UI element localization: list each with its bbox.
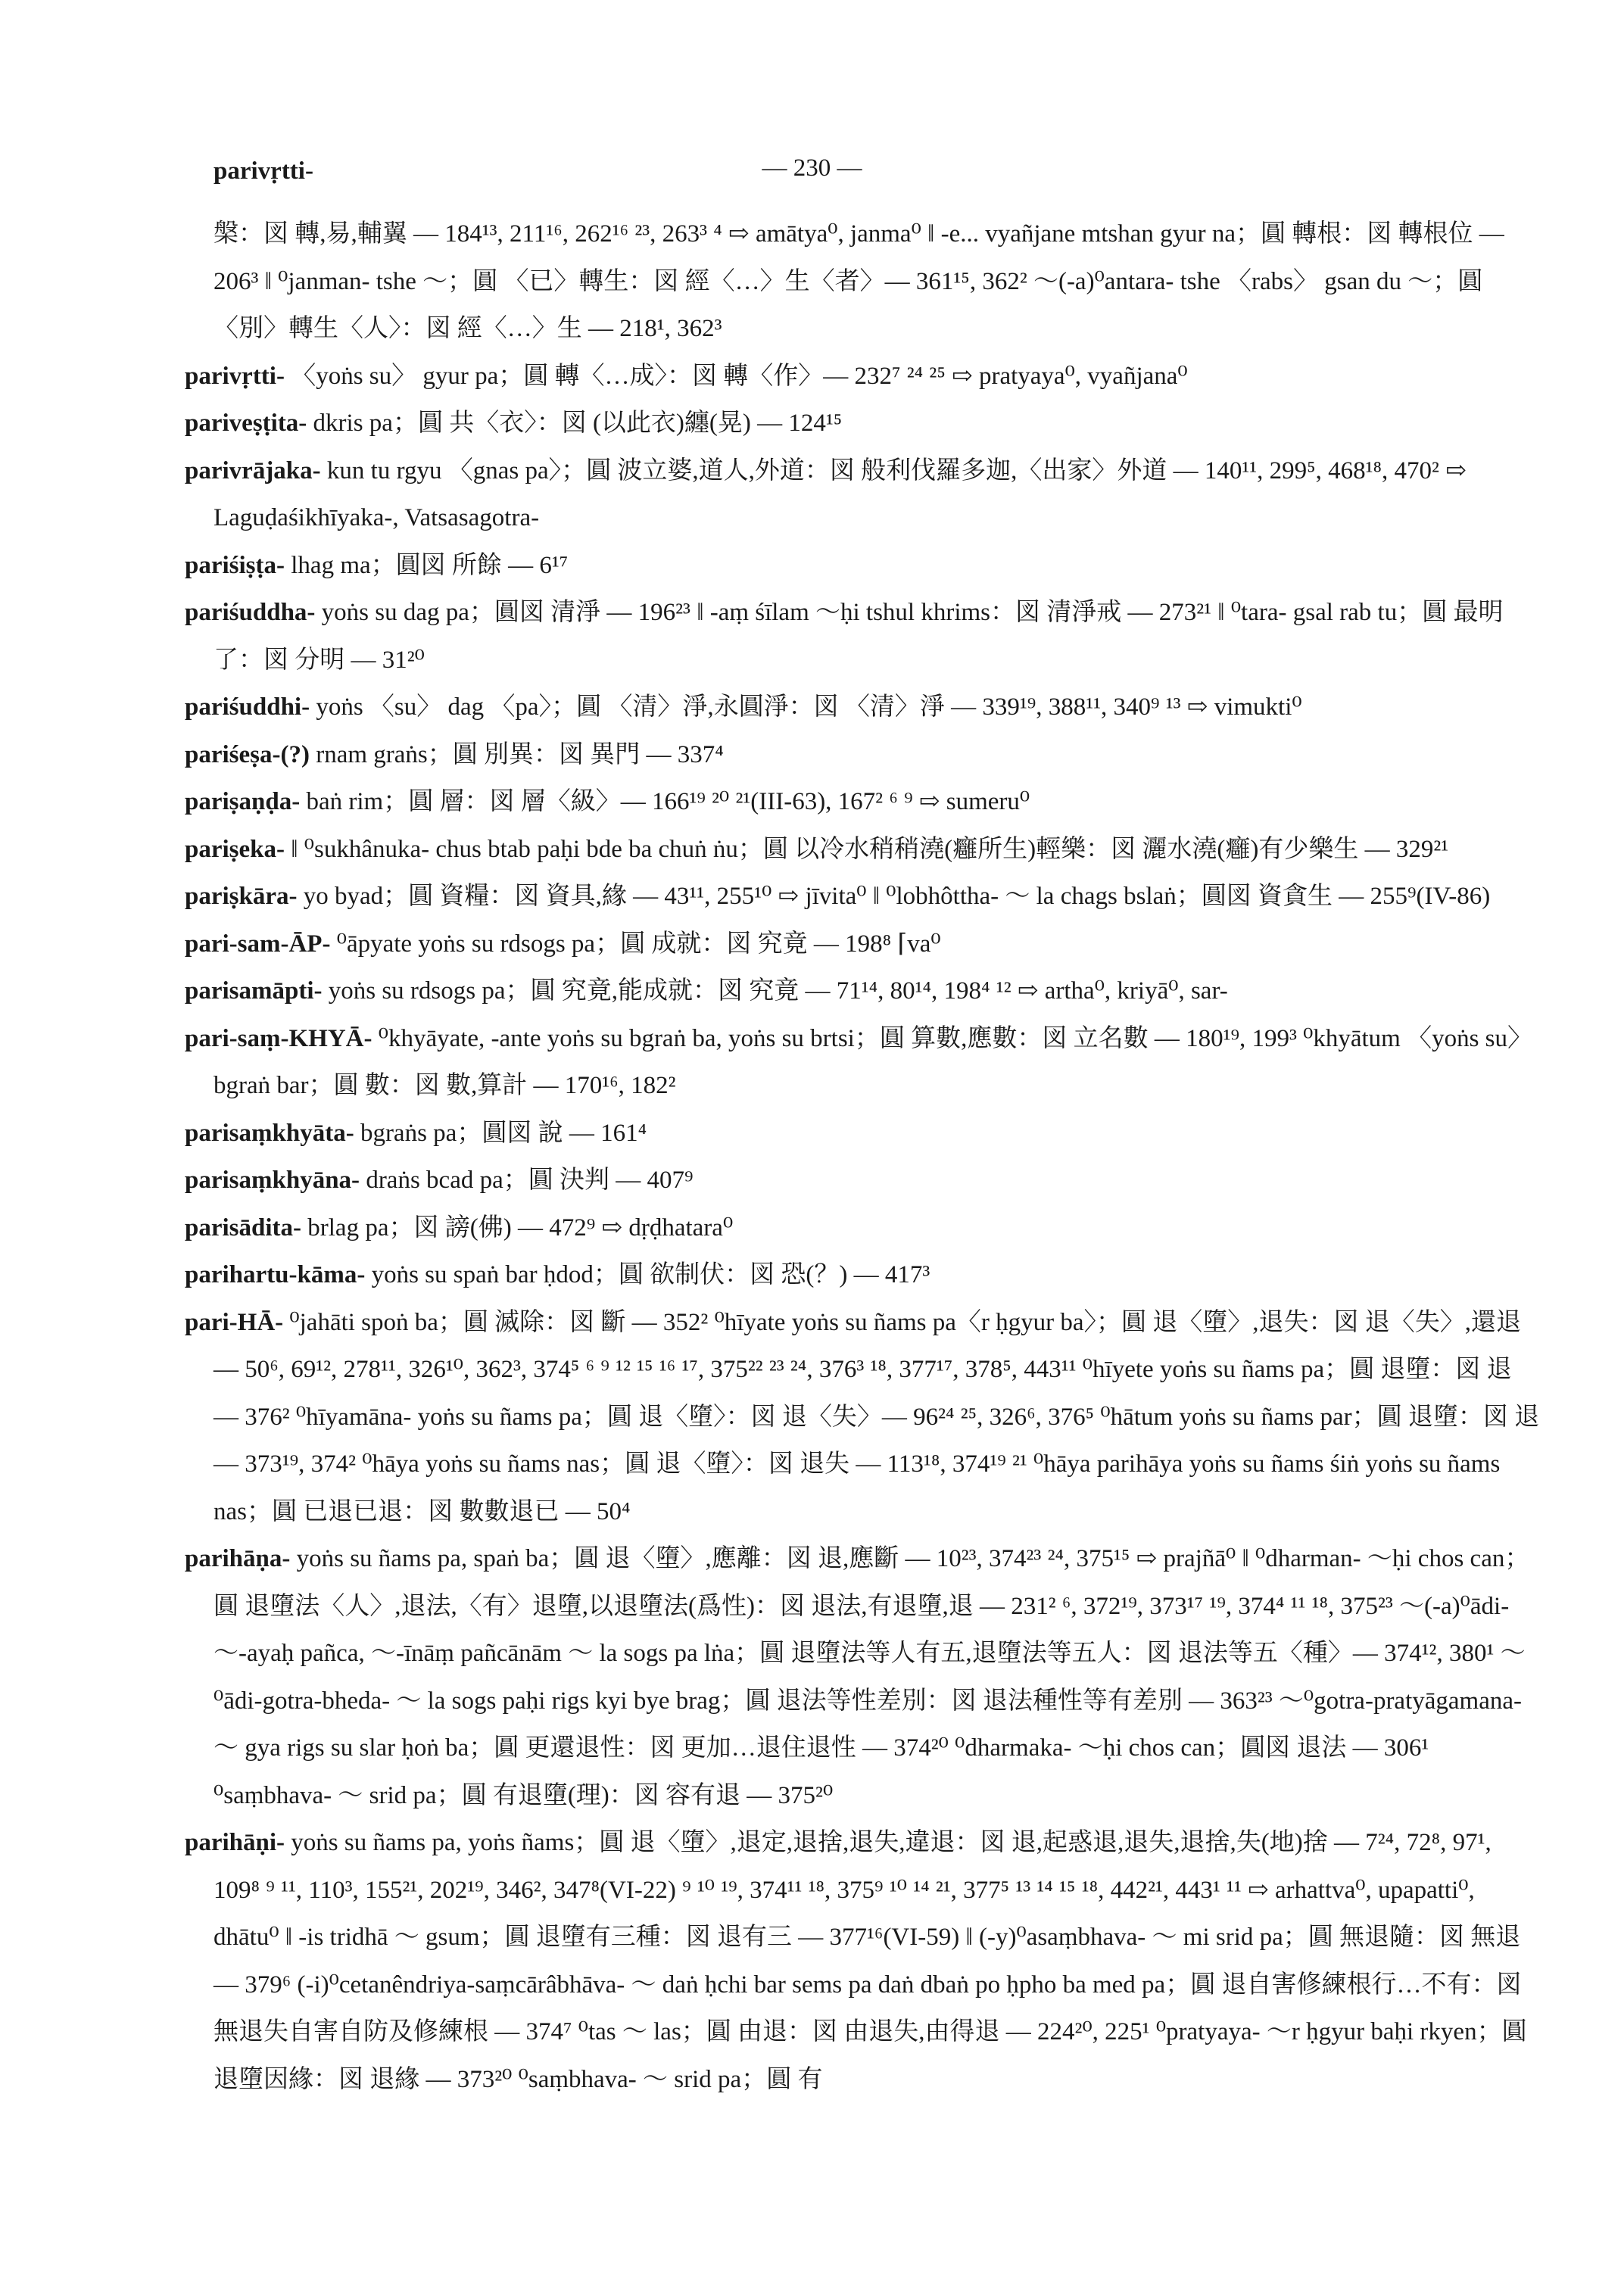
entry-body: yoṅs 〈su〉 dag 〈pa〉；圓 〈清〉淨,永圓淨：図 〈清〉淨 — 339¹⁹, 388¹¹, 340⁹ ¹³ ⇨ vimukti⁰ <box>316 693 1302 721</box>
entry-headword: parihāṇa- <box>185 1545 291 1572</box>
dictionary-entry <box>185 1204 1540 1252</box>
entry-headword: parivrājaka- <box>185 456 321 484</box>
dictionary-entry <box>185 873 1540 921</box>
entry-headword: pariveṣṭita- <box>185 410 307 437</box>
entry-headword: pariśeṣa-(?) <box>185 740 310 768</box>
entry-headword: pariśuddhi- <box>185 693 310 721</box>
dictionary-entry <box>185 1251 1540 1299</box>
dictionary-entry <box>185 400 1540 447</box>
entry-body: dkris pa；圓 共〈衣〉：図 (以此衣)纏(晃) — 124¹⁵ <box>313 410 843 437</box>
dictionary-entry <box>185 210 1540 353</box>
dictionary-entry <box>185 778 1540 826</box>
entry-headword: pari-sam-ĀP- <box>185 930 331 958</box>
entry-headword: pariṣeka- <box>185 835 285 863</box>
entry-body: yoṅs su spaṅ bar ḥdod；圓 欲制伏：図 恐(？) — 417³ <box>371 1261 930 1288</box>
dictionary-entry <box>185 447 1540 542</box>
entry-body: 槃：図 轉,易,輔翼 — 184¹³, 211¹⁶, 262¹⁶ ²³, 263³ ⁴ ⇨ amātya⁰, janma⁰ ‖ -e... vyañjane mtshan gyur na；圓 轉根：図 轉根位 — 206³ ‖ ⁰janman- tshe ～；圓 〈已〉轉生：図 經〈…〉生〈者〉— 361¹⁵, 362² ～(-a)⁰antara- tshe 〈rabs〉 gsan du ～；圓 〈別〉轉生〈人〉：図 經〈…〉生 — 218¹, 362³ <box>214 220 1504 342</box>
dictionary-entry <box>185 1819 1540 2103</box>
dictionary-entry <box>185 1535 1540 1819</box>
entry-body: ⁰āpyate yoṅs su rdsogs pa；圓 成就：図 究竟 — 198⁸ ⌈va⁰ <box>336 930 941 958</box>
dictionary-entry <box>185 353 1540 400</box>
dictionary-entry <box>185 1157 1540 1204</box>
entry-body: brlag pa；図 謗(佛) — 472⁹ ⇨ dṛḍhatara⁰ <box>307 1213 734 1242</box>
entry-body: baṅ rim；圓 層：図 層〈級〉— 166¹⁹ ²⁰ ²¹(III-63), 167² ⁶ ⁹ ⇨ sumeru⁰ <box>306 788 1030 815</box>
entry-headword: pari-saṃ-KHYĀ- <box>185 1024 372 1052</box>
entry-headword: pariśiṣṭa- <box>185 551 285 579</box>
dictionary-entry <box>185 1299 1540 1536</box>
dictionary-entry <box>185 684 1540 731</box>
dictionary-entry <box>185 1110 1540 1157</box>
entry-body: yoṅs su ñams pa, spaṅ ba；圓 退〈墮〉,應離：図 退,應斷 — 10²³, 374²³ ²⁴, 375¹⁵ ⇨ prajñā⁰ ‖ ⁰dharman- ～ḥi chos can；圓 退墮法〈人〉,退法,〈有〉退墮,以退墮法(爲性)：図 退法,有退墮,退 — 231² ⁶, 372¹⁹, 373¹⁷ ¹⁹, 374⁴ ¹¹ ¹⁸, 375²³ ～(-a)⁰ādi- ～-ayaḥ pañca, ～-īnāṃ pañcānām ～ la sogs pa lṅa；圓 退墮法等人有五,退墮法等五人：図 退法等五〈種〉— 374¹², 380¹ ～⁰ādi-gotra-bheda- ～ la sogs paḥi rigs kyi bye brag；圓 退法等性差別：図 退法種性等有差別 — 363²³ ～⁰gotra-pratyāgamana- ～ gya rigs su slar ḥoṅ ba；圓 更還退性：図 更加…退住退性 — 374²⁰ ⁰dharmaka- ～ḥi chos can；圓図 退法 — 306¹ ⁰saṃbhava- ～ srid pa；圓 有退墮(理)：図 容有退 — 375²⁰ <box>214 1545 1530 1809</box>
entry-body: draṅs bcad pa；圓 決判 — 407⁹ <box>366 1167 694 1194</box>
dictionary-entry <box>185 731 1540 779</box>
entry-body: lhag ma；圓図 所餘 — 6¹⁷ <box>291 551 569 579</box>
entry-headword: parisaṃkhyāta- <box>185 1119 354 1147</box>
entry-headword: parisamāpti- <box>185 977 323 1005</box>
entry-body: rnam graṅs；圓 別異：図 異門 — 337⁴ <box>316 740 724 768</box>
running-head: parivṛtti- <box>214 157 313 185</box>
entry-headword: parisaṃkhyāna- <box>185 1167 360 1194</box>
dictionary-entry <box>185 921 1540 968</box>
entry-headword: pariṣkāra- <box>185 883 298 910</box>
dictionary-entry <box>185 1015 1540 1110</box>
entry-headword: parisādita- <box>185 1213 302 1242</box>
entry-body: ⁰khyāyate, -ante yoṅs su bgraṅ ba, yoṅs su brtsi；圓 算數,應數：図 立名數 — 180¹⁹, 199³ ⁰khyātum 〈yoṅs su〉 bgraṅ bar；圓 數：図 數,算計 — 170¹⁶, 182² <box>214 1024 1533 1099</box>
entry-body: yoṅs su rdsogs pa；圓 究竟,能成就：図 究竟 — 71¹⁴, 80¹⁴, 198⁴ ¹² ⇨ artha⁰, kriyā⁰, sar- <box>328 977 1228 1005</box>
entry-body: ⁰jahāti spoṅ ba；圓 滅除：図 斷 — 352² ⁰hīyate yoṅs su ñams pa〈r ḥgyur ba〉；圓 退〈墮〉,退失：図 退〈失〉,還退 — 50⁶, 69¹², 278¹¹, 326¹⁰, 362³, 374⁵ ⁶ ⁹ ¹² ¹⁵ ¹⁶ ¹⁷, 375²² ²³ ²⁴, 376³ ¹⁸, 377¹⁷, 378⁵, 443¹¹ ⁰hīyete yoṅs su ñams pa；圓 退墮：図 退 — 376² ⁰hīyamāna- yoṅs su ñams pa；圓 退〈墮〉：図 退〈失〉— 96²⁴ ²⁵, 326⁶, 376⁵ ⁰hātum yoṅs su ñams par；圓 退墮：図 退 — 373¹⁹, 374² ⁰hāya yoṅs su ñams nas；圓 退〈墮〉：図 退失 — 113¹⁸, 374¹⁹ ²¹ ⁰hāya parihāya yoṅs su ñams śiṅ yoṅs su ñams nas；圓 已退已退：図 數數退已 — 50⁴ <box>214 1308 1540 1525</box>
entry-headword: parivṛtti- <box>185 362 285 390</box>
entry-list <box>185 210 1540 2103</box>
dictionary-entry <box>185 589 1540 684</box>
entry-body: yoṅs su ñams pa, yoṅs ñams；圓 退〈墮〉,退定,退捨,退失,違退：図 退,起惑退,退失,退捨,失(地)捨 — 7²⁴, 72⁸, 97¹, 109⁸ ⁹ ¹¹, 110³, 155²¹, 202¹⁹, 346², 347⁸(VI-22) ⁹ ¹⁰ ¹⁹, 374¹¹ ¹⁸, 375⁹ ¹⁰ ¹⁴ ²¹, 377⁵ ¹³ ¹⁴ ¹⁵ ¹⁸, 442²¹, 443¹ ¹¹ ⇨ arhattva⁰, upapatti⁰, dhātu⁰ ‖ -is tridhā ～ gsum；圓 退墮有三種：図 退有三 — 377¹⁶(VI-59) ‖ (-y)⁰asaṃbhava- ～ mi srid pa；圓 無退隨：図 無退 — 379⁶ (-i)⁰cetanêndriya-saṃcārâbhāva- ～ daṅ ḥchi bar sems pa daṅ dbaṅ po ḥpho ba med pa；圓 退自害修練根行…不有：図 無退失自害自防及修練根 — 374⁷ ⁰tas ～ las；圓 由退：図 由退失,由得退 — 224²⁰, 225¹ ⁰pratyaya- ～r ḥgyur baḥi rkyen；圓 退墮因緣：図 退緣 — 373²⁰ ⁰saṃbhava- ～ srid pa；圓 有 <box>214 1829 1527 2093</box>
entry-body: yo byad；圓 資糧：図 資具,緣 — 43¹¹, 255¹⁰ ⇨ jīvita⁰ ‖ ⁰lobhôttha- ～ la chags bslaṅ；圓図 資貪生 — 255⁹(IV-86) <box>303 883 1491 910</box>
page-number: — 230 — <box>762 154 862 182</box>
entry-headword: pariśuddha- <box>185 599 316 626</box>
entry-body: ‖ ⁰sukhânuka- chus btab paḥi bde ba chuṅ ṅu；圓 以冷水稍稍澆(癰所生)輕樂：図 灑水澆(癰)有少樂生 — 329²¹ <box>291 835 1449 863</box>
dictionary-entry <box>185 826 1540 874</box>
entry-body: yoṅs su dag pa；圓図 清淨 — 196²³ ‖ -aṃ śīlam ～ḥi tshul khrims：図 清淨戒 — 273²¹ ‖ ⁰tara- gsal rab tu；圓 最明了：図 分明 — 31²⁰ <box>214 599 1504 674</box>
entry-headword: pari-HĀ- <box>185 1308 284 1336</box>
dictionary-entry <box>185 967 1540 1015</box>
entry-headword: parihartu-kāma- <box>185 1261 366 1288</box>
dictionary-entry <box>185 542 1540 590</box>
entry-headword: parihāṇi- <box>185 1829 285 1856</box>
entry-body: 〈yoṅs su〉 gyur pa；圓 轉〈…成〉：図 轉〈作〉— 232⁷ ²⁴ ²⁵ ⇨ pratyaya⁰, vyañjana⁰ <box>291 362 1188 390</box>
entry-headword: pariṣaṇḍa- <box>185 788 301 815</box>
entry-body: kun tu rgyu 〈gnas pa〉；圓 波立婆,道人,外道：図 般利伐羅多迦,〈出家〉外道 — 140¹¹, 299⁵, 468¹⁸, 470² ⇨ Laguḍaśikhīyaka-, Vatsasagotra- <box>214 456 1467 531</box>
entry-body: bgraṅs pa；圓図 說 — 161⁴ <box>360 1119 647 1147</box>
